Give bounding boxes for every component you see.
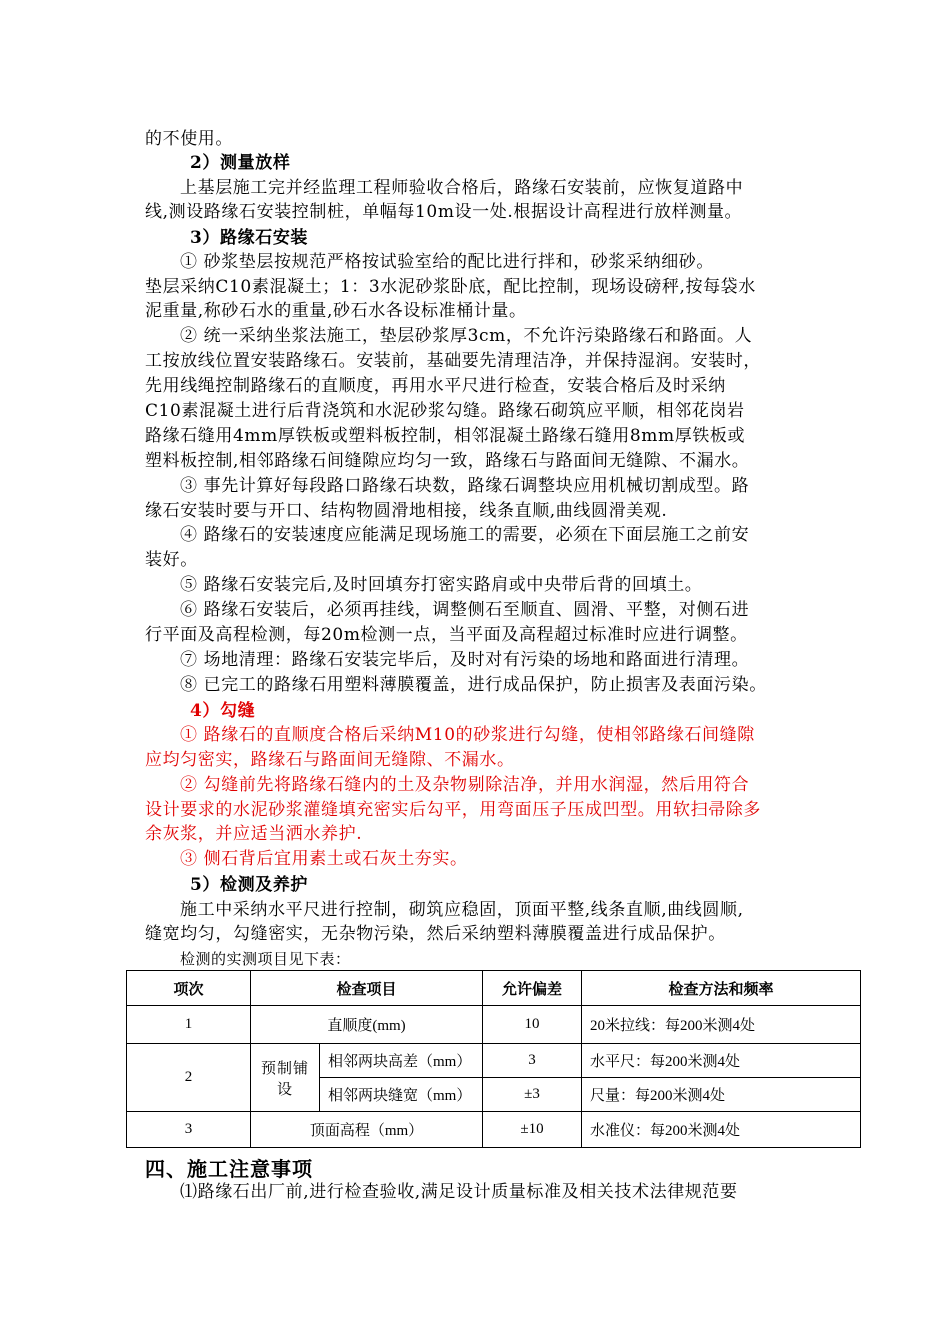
cell-item: 顶面高程（mm）	[251, 1112, 483, 1148]
inspection-table	[126, 970, 861, 1148]
text-line: 线,测设路缘石安装控制桩，单幅每10m设一处.根据设计高程进行放样测量。	[145, 202, 743, 222]
text-line: 上基层施工完并经监理工程师验收合格后，路缘石安装前，应恢复道路中	[180, 178, 744, 198]
cell-tolerance: ±3	[483, 1078, 582, 1112]
cell-item: 直顺度(mm)	[251, 1006, 483, 1044]
text-line: C10素混凝土进行后背浇筑和水泥砂浆勾缝。路缘石砌筑应平顺，相邻花岗岩	[145, 401, 745, 421]
text-line: ⑥ 路缘石安装后，必须再挂线，调整侧石至顺直、圆滑、平整，对侧石进	[180, 600, 750, 620]
text-line: 装好。	[145, 550, 198, 570]
text-line: 行平面及高程检测，每20m检测一点，当平面及高程超过标准时应进行调整。	[145, 625, 748, 645]
table-row	[127, 1006, 861, 1044]
text-line: 工按放线位置安装路缘石。安装前，基础要先清理洁净，并保持湿润。安装时，	[145, 351, 761, 371]
text-line: ① 砂浆垫层按规范严格按试验室给的配比进行拌和，砂浆采纳细砂。	[180, 252, 715, 272]
text-line: 余灰浆，并应适当洒水养护.	[145, 824, 363, 844]
text-line: ④ 路缘石的安装速度应能满足现场施工的需要，必须在下面层施工之前安	[180, 525, 750, 545]
subsection-heading: 2）测量放样	[190, 153, 291, 173]
cell-item: 相邻两块高差（mm）	[320, 1044, 483, 1078]
text-line: ③ 侧石背后宜用素土或石灰土夯实。	[180, 849, 468, 869]
cell-method: 水平尺：每200米测4处	[582, 1044, 861, 1078]
cell-item: 相邻两块缝宽（mm）	[320, 1078, 483, 1112]
cell-tolerance: 10	[483, 1006, 582, 1044]
table-caption: 检测的实测项目见下表：	[180, 950, 351, 968]
text-line: 的不使用。	[145, 129, 233, 149]
table-row	[127, 1044, 861, 1078]
table-row	[127, 1112, 861, 1148]
text-line: 设计要求的水泥砂浆灌缝填充密实后勾平，用弯面压子压成凹型。用软扫帚除多	[145, 800, 761, 820]
cell-method: 水准仪：每200米测4处	[582, 1112, 861, 1148]
text-line: 先用线绳控制路缘石的直顺度，再用水平尺进行检查，安装合格后及时采纳	[145, 376, 726, 396]
text-line: ⑦ 场地清理：路缘石安装完毕后，及时对有污染的场地和路面进行清理。	[180, 650, 750, 670]
text-line: 缝宽均匀，勾缝密实，无杂物污染，然后采纳塑料薄膜覆盖进行成品保护。	[145, 924, 726, 944]
table-header-row	[127, 971, 861, 1006]
subsection-heading: 5）检测及养护	[190, 875, 309, 895]
text-line: 塑料板控制,相邻路缘石间缝隙应均匀一致，路缘石与路面间无缝隙、不漏水。	[145, 451, 750, 471]
text-line: 泥重量,称砂石水的重量,砂石水各设标准桶计量。	[145, 301, 527, 321]
text-line: ⑴路缘石出厂前,进行检查验收,满足设计质量标准及相关技术法律规范要	[180, 1182, 738, 1202]
text-line: 缘石安装时要与开口、结构物圆滑地相接，线条直顺,曲线圆滑美观.	[145, 501, 668, 521]
text-line: 应均匀密实，路缘石与路面间无缝隙、不漏水。	[145, 750, 515, 770]
text-line: ⑧ 已完工的路缘石用塑料薄膜覆盖，进行成品保护，防止损害及表面污染。	[180, 675, 767, 695]
text-line: 垫层采纳C10素混凝土；1：3水泥砂浆卧底，配比控制，现场设磅秤,按每袋水	[145, 277, 756, 297]
cell-no: 3	[127, 1112, 251, 1148]
text-line: 路缘石缝用4mm厚铁板或塑料板控制，相邻混凝土路缘石缝用8mm厚铁板或	[145, 426, 746, 446]
text-line: ② 统一采纳坐浆法施工，垫层砂浆厚3cm，不允许污染路缘石和路面。人	[180, 326, 753, 346]
header-cell: 允许偏差	[483, 971, 582, 1006]
text-line: ① 路缘石的直顺度合格后采纳M10的砂浆进行勾缝，使相邻路缘石间缝隙	[180, 725, 755, 745]
cell-method: 20米拉线：每200米测4处	[582, 1006, 861, 1044]
section-heading: 四、施工注意事项	[145, 1157, 313, 1181]
text-line: 施工中采纳水平尺进行控制，砌筑应稳固，顶面平整,线条直顺,曲线圆顺,	[180, 900, 744, 920]
text-line: ③ 事先计算好每段路口路缘石块数，路缘石调整块应用机械切割成型。路	[180, 476, 750, 496]
cell-tolerance: 3	[483, 1044, 582, 1078]
cell-no: 2	[127, 1044, 251, 1112]
text-line: ⑤ 路缘石安装完后,及时回填夯打密实路肩或中央带后背的回填土。	[180, 575, 703, 595]
cell-group: 预制铺设	[251, 1044, 320, 1112]
cell-method: 尺量：每200米测4处	[582, 1078, 861, 1112]
text-line: ② 勾缝前先将路缘石缝内的土及杂物剔除洁净，并用水润湿，然后用符合	[180, 775, 750, 795]
header-cell: 检查项目	[251, 971, 483, 1006]
cell-no: 1	[127, 1006, 251, 1044]
subsection-heading: 3）路缘石安装	[190, 228, 309, 248]
header-cell: 检查方法和频率	[582, 971, 861, 1006]
subsection-heading: 4）勾缝	[190, 701, 256, 721]
header-cell: 项次	[127, 971, 251, 1006]
cell-tolerance: ±10	[483, 1112, 582, 1148]
